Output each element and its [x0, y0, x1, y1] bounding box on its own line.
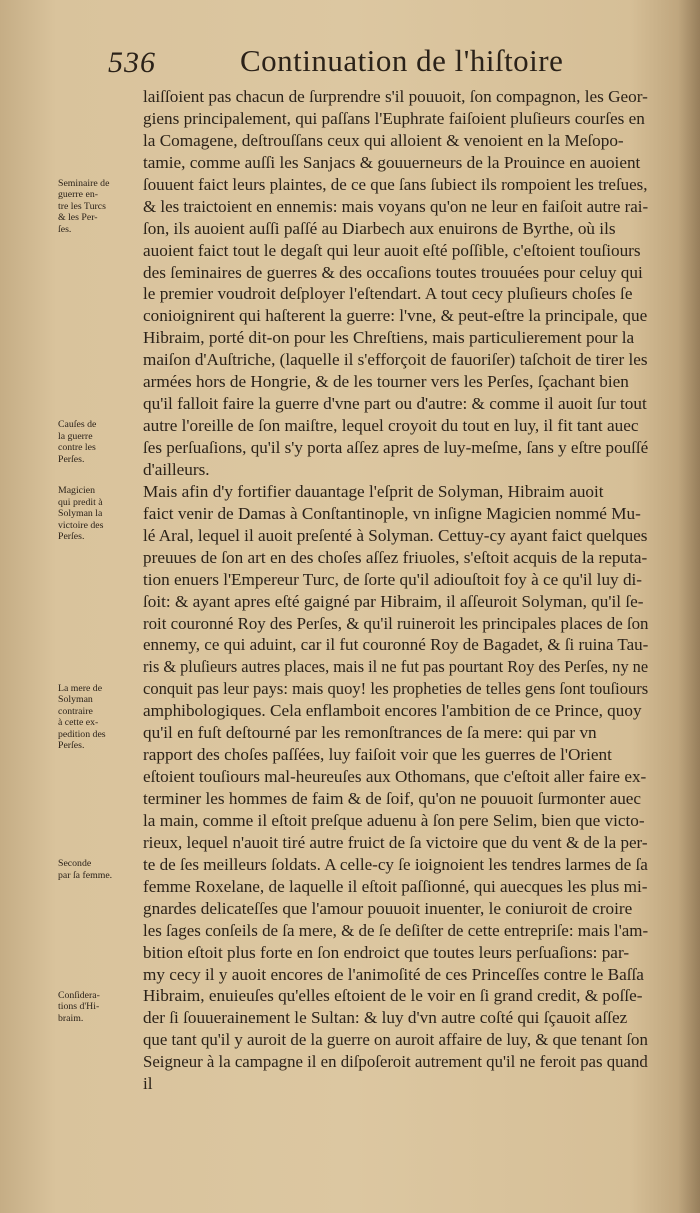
text-line: tamie, comme auſſi les Sanjacs & gouuerneurs de la Prouince en auoient [143, 152, 641, 172]
text-line: Mais afin d'y fortifier dauantage l'eſprit de Solyman, Hibraim auoit [143, 481, 604, 501]
text-line: giens principalement, qui paſſans l'Euphrate faiſoient pluſieurs courſes en [143, 108, 645, 128]
margin-note: La mere de Solyman contraire à cette ex- pedition des Perſes. [58, 682, 106, 752]
text-line: conquit pas leur pays: mais quoy! les propheties de telles gens ſont touſiours [143, 679, 649, 699]
text-line: & les traictoient en ennemis: mais voyans qu'on ne leur en faiſoit autre rai- [143, 196, 649, 216]
text-line: lé Aral, lequel il auoit preſenté à Solyman. Cettuy-cy ayant faict quelques [143, 525, 648, 545]
text-line: tion enuers l'Empereur Turc, de ſorte qu'il adiouſtoit foy à ce qu'il luy di- [143, 569, 643, 589]
text-line: le premier voudroit deſployer l'eſtendart. A tout cecy pluſieurs choſes ſe [143, 284, 633, 304]
text-line: la main, comme il eſtoit preſque aduenu à ſon pere Selim, bien que victo- [143, 810, 645, 830]
text-line: eſtoient touſiours mal-heureuſes aux Othomans, que c'eſtoit aller faire ex- [143, 767, 647, 787]
text-line: armées hors de Hongrie, & de les tourner vers les Perſes, ſçachant bien [143, 372, 629, 392]
text-line: la Comagene, deſtrouſſans ceux qui alloient & venoient en la Meſopo- [143, 130, 624, 150]
text-line: d'ailleurs. [143, 459, 210, 479]
margin-note: Seminaire de guerre en- tre les Turcs & les Per- ſes. [58, 177, 110, 235]
text-line: les ſages conſeils de ſa mere, & de ſe deſiſter de cette entrepriſe: mais l'am- [143, 920, 649, 940]
text-line: des ſeminaires de guerres & des occaſions toutes trouuées pour celuy qui [143, 262, 643, 282]
text-line: Hibraim, enuieuſes qu'elles eſtoient de le voir en ſi grand credit, & poſſe- [143, 986, 643, 1006]
margin-note: Conſidera- tions d'Hi- braim. [58, 989, 100, 1024]
page-edge-shadow [678, 0, 700, 1213]
text-line: femme Roxelane, de laquelle il eſtoit paſſionné, qui auecques les plus mi- [143, 876, 648, 896]
text-line: qu'il en fuſt deſtourné par les remonſtrances de ſa mere: qui par vn [143, 723, 597, 743]
text-line: rieux, lequel n'auoit tiré autre fruict de ſa victoire que du vent & de la per- [143, 832, 648, 852]
text-line: terminer les hommes de faim & de ſoif, qu'on ne pouuoit ſurmonter auec [143, 789, 642, 808]
text-line: amphibologiques. Cela enflamboit encores l'ambition de ce Prince, quoy [143, 701, 642, 721]
text-line: rapport des choſes paſſées, luy faiſoit voir que les guerres de l'Orient [143, 745, 612, 765]
margin-note: Magicien qui predit à Solyman la victoire des Perſes. [58, 485, 104, 543]
text-line: conioignirent qui haſterent la guerre: l'vne, & peut-eſtre la principale, que [143, 306, 648, 326]
running-header [0, 38, 700, 88]
text-line: faict venir de Damas à Conſtantinople, vn inſigne Magicien nommé Mu- [143, 503, 641, 523]
text-line: gnardes delicateſſes que l'amour pouuoit inuenter, le coniuroit de croire [143, 898, 633, 918]
text-line: ris & pluſieurs autres places, mais il ne fut pas pourtant Roy des Perſes, ny ne [143, 657, 649, 677]
text-line: der ſi ſouuerainement le Sultan: & luy d'vn autre coſté qui ſçauoit aſſez [143, 1008, 628, 1028]
text-line: autre l'oreille de ſon maiſtre, lequel croyoit du tout en luy, il fit tant auec [143, 416, 639, 436]
text-line: ennemy, ce qui aduint, car il fut couronné Roy de Bagadet, & ſi ruina Tau- [143, 635, 649, 655]
text-line: laiſſoient pas chacun de ſurprendre s'il pouuoit, ſon compagnon, les Geor- [143, 87, 648, 106]
margin-note: Cauſes de la guerre contre les Perſes. [58, 419, 97, 465]
text-line: maiſon d'Auſtriche, (laquelle il s'efforçoit de fauoriſer) taſchoit de tirer les [143, 350, 648, 370]
text-line: my cecy il y auoit encores de l'animoſité de ces Princeſſes contre le Baſſa [143, 964, 644, 984]
margin-note: Seconde par ſa femme. [58, 858, 113, 881]
text-line: roit couronné Roy des Perſes, & qu'il ruineroit les principales places de ſon [143, 613, 649, 633]
text-line: ſes perſuaſions, qu'il s'y porta aſſez apres de luy-meſme, ſans y eſtre pouſſé [143, 438, 649, 457]
text-line: il [143, 1074, 153, 1094]
running-title: Continuation de l'hiſtoire [240, 43, 564, 78]
text-line: preuues de ſon art en des choſes aſſez friuoles, s'eſtoit acquis de la reputa- [143, 547, 648, 567]
text-line: ſouuent faict leurs plaintes, de ce que ſans ſubiect ils rompoient les treſues, [143, 174, 648, 194]
text-line: ſon, ils auoient auſſi paſſé au Diarbech aux enuirons de Byrthe, où ils [143, 218, 616, 238]
text-line: qu'il falloit faire la guerre d'vne part ou d'autre: & comme il auoit ſur tout [143, 394, 647, 414]
body-text [143, 86, 648, 1095]
page-number: 536 [108, 46, 156, 79]
text-line: Hibraim, porté dit-on pour les Chreſtiens, mais particulierement pour la [143, 328, 635, 348]
text-line: que tant qu'il y auroit de la guerre on auroit affaire de luy, & que tenant ſon [143, 1030, 648, 1050]
text-line: Seigneur à la campagne il en diſpoſeroit autrement qu'il ne feroit pas quand [143, 1052, 648, 1072]
text-line: ſoit: & ayant apres eſté gaigné par Hibraim, il aſſeuroit Solyman, qu'il ſe- [143, 591, 644, 611]
text-line: auoient faict tout le degaſt qui leur auoit eſté poſſible, c'eſtoient touſiours [143, 240, 641, 260]
text-line: te de ſes meilleurs ſoldats. A celle-cy ſe ioignoient les tendres larmes de ſa [143, 854, 648, 874]
text-line: bition eſtoit plus forte en ſon endroict que toutes leurs perſuaſions: par- [143, 942, 630, 962]
